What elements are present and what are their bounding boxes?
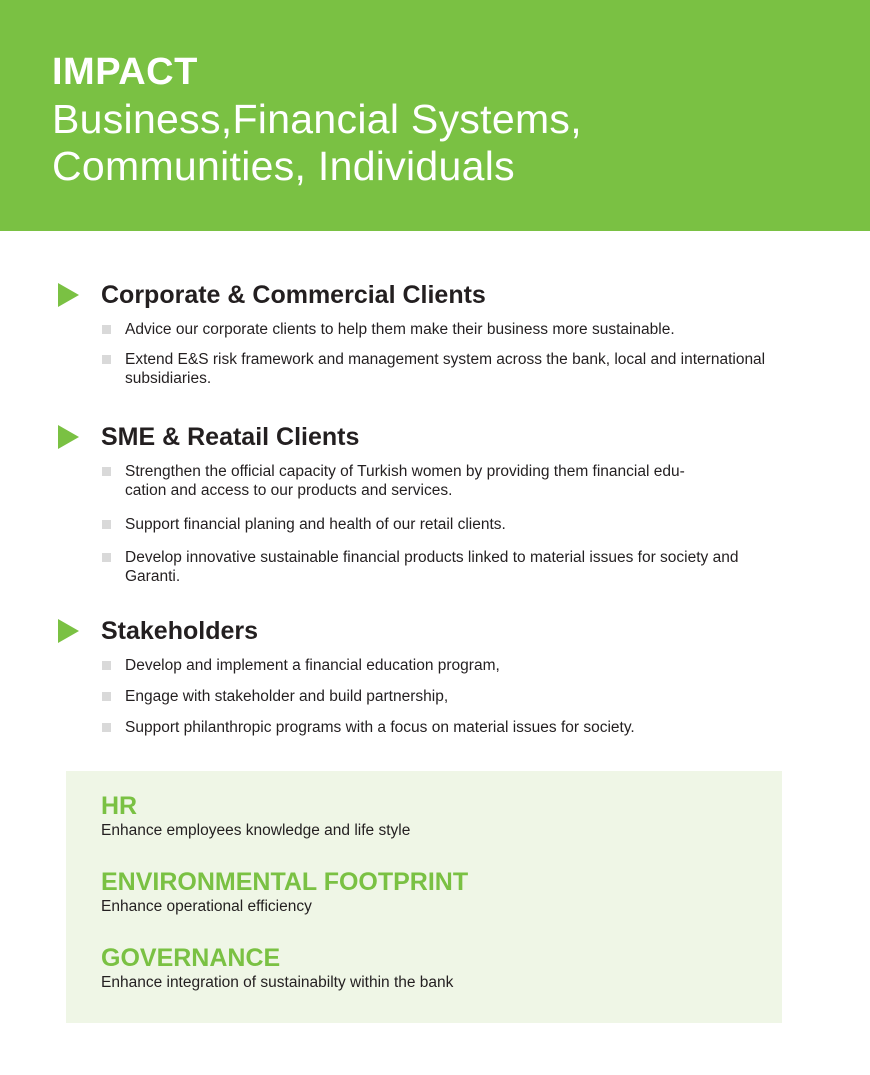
list-item-text: Develop innovative sustainable financial products linked to material issues for society and Garanti. xyxy=(125,549,739,585)
list-item-text: Support philanthropic programs with a focus on material issues for society. xyxy=(125,719,635,736)
focus-area-title: HR xyxy=(101,792,138,820)
focus-area-hr xyxy=(101,791,761,840)
focus-area-text: Enhance employees knowledge and life style xyxy=(101,822,411,839)
square-bullet-icon xyxy=(102,467,111,476)
section-stakeholders xyxy=(56,615,816,737)
section-title: Stakeholders xyxy=(101,617,259,645)
section-heading xyxy=(56,615,816,647)
focus-area-text: Enhance integration of sustainabilty within the bank xyxy=(101,974,454,991)
section-sme-retail xyxy=(56,421,816,586)
square-bullet-icon xyxy=(102,661,111,670)
focus-area-text: Enhance operational efficiency xyxy=(101,898,312,915)
list-item xyxy=(56,462,725,500)
section-title: Corporate & Commercial Clients xyxy=(101,281,486,309)
bullet-list xyxy=(56,462,816,586)
play-arrow-icon xyxy=(58,283,79,307)
focus-area-governance xyxy=(101,943,761,992)
header-banner xyxy=(0,0,870,231)
focus-areas-box xyxy=(66,771,782,1023)
page-subtitle-line-2: Communities, Individuals xyxy=(52,143,515,189)
square-bullet-icon xyxy=(102,520,111,529)
square-bullet-icon xyxy=(102,553,111,562)
list-item xyxy=(56,718,787,737)
section-corporate-commercial xyxy=(56,279,816,388)
list-item xyxy=(56,320,787,339)
list-item-text: Advice our corporate clients to help them make their business more sustainable. xyxy=(125,321,675,338)
focus-area-environmental-footprint xyxy=(101,867,761,916)
play-arrow-icon xyxy=(58,425,79,449)
list-item xyxy=(56,515,787,534)
list-item-text: Extend E&S risk framework and management system across the bank, local and international subsidiaries. xyxy=(125,351,766,387)
square-bullet-icon xyxy=(102,325,111,334)
focus-area-title: ENVIRONMENTAL FOOTPRINT xyxy=(101,868,469,896)
square-bullet-icon xyxy=(102,355,111,364)
list-item-text: Strengthen the official capacity of Turkish women by providing them financial edu-cation and access to our products and services. xyxy=(125,463,685,499)
page-title: IMPACT xyxy=(52,51,198,93)
list-item-text: Develop and implement a financial education program, xyxy=(125,657,500,674)
list-item-text: Engage with stakeholder and build partnership, xyxy=(125,688,449,705)
section-heading xyxy=(56,421,816,453)
bullet-list xyxy=(56,320,816,388)
page-subtitle-line-1: Business,Financial Systems, xyxy=(52,96,582,142)
bullet-list xyxy=(56,656,816,737)
page-subtitle xyxy=(52,96,582,190)
list-item-text: Support financial planing and health of our retail clients. xyxy=(125,516,506,533)
list-item xyxy=(56,687,787,706)
section-title: SME & Reatail Clients xyxy=(101,423,360,451)
focus-area-title: GOVERNANCE xyxy=(101,944,281,972)
list-item xyxy=(56,656,787,675)
play-arrow-icon xyxy=(58,619,79,643)
section-heading xyxy=(56,279,816,311)
square-bullet-icon xyxy=(102,692,111,701)
square-bullet-icon xyxy=(102,723,111,732)
list-item xyxy=(56,350,787,388)
list-item xyxy=(56,548,787,586)
